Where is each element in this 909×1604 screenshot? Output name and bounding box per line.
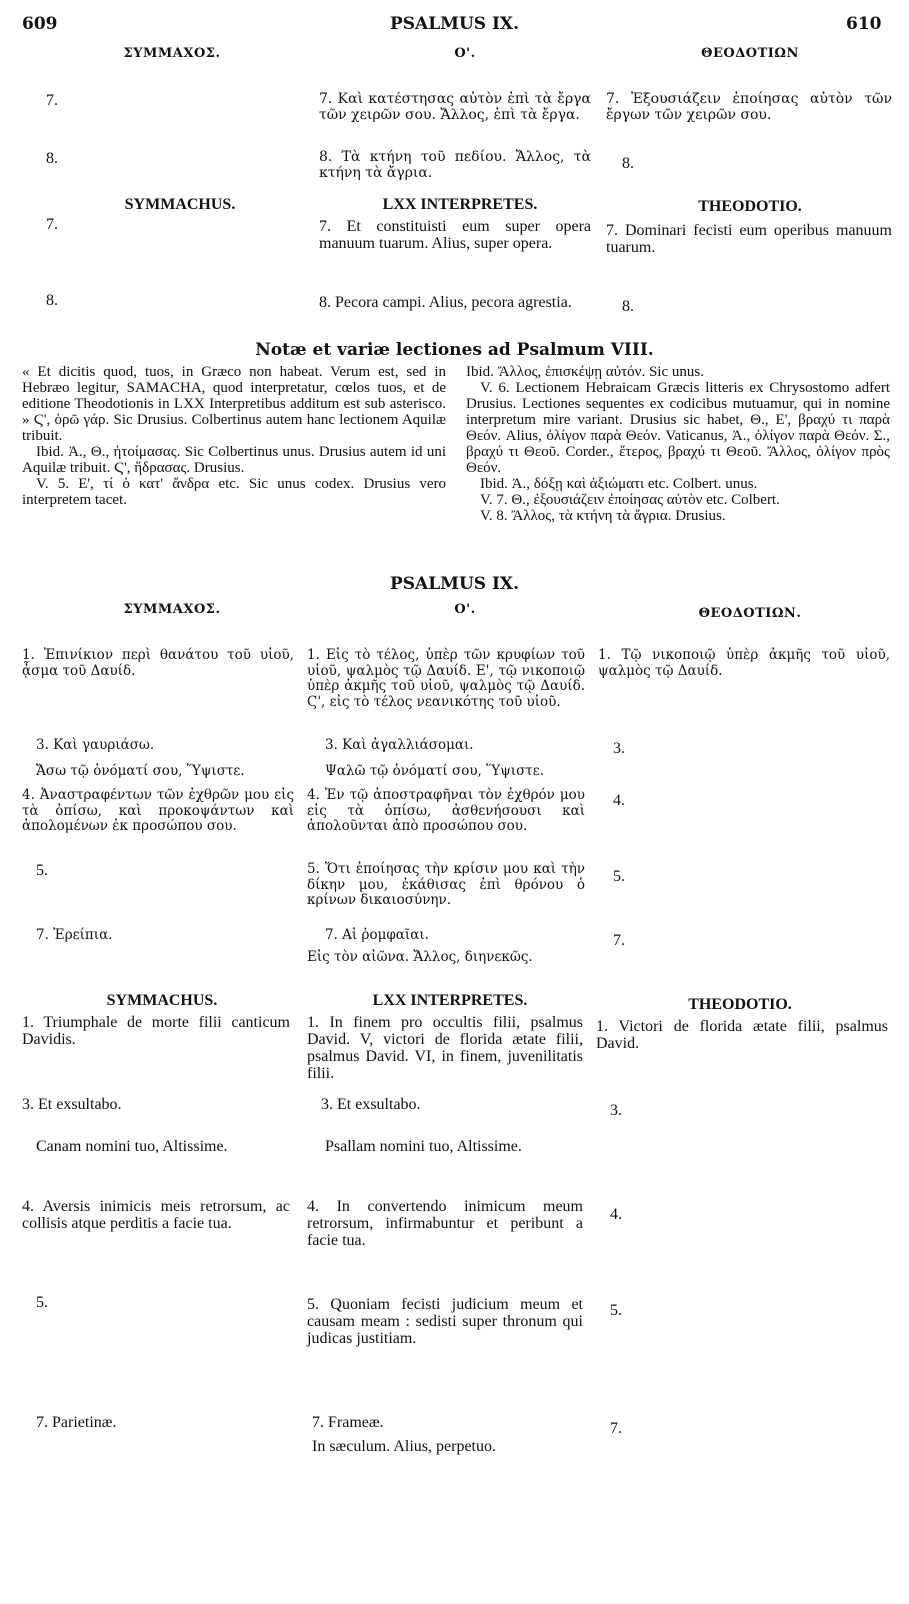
running-title: PSALMUS IX. bbox=[389, 14, 520, 34]
col-head-theodotion-greek: ΘΕΟΔΟΤΙΩΝ. bbox=[698, 606, 802, 621]
verse-number: 7. bbox=[46, 216, 58, 233]
note-paragraph: Ibid. Ἀ., δόξῃ καὶ ἀξιώματι etc. Colbert. unus. bbox=[480, 476, 758, 492]
theodotion-verse-1-greek: 1. Τῷ νικοποιῷ ὑπὲρ ἀκμῆς τοῦ υἱοῦ, ψαλμὸς τῷ Δαυίδ. bbox=[598, 647, 890, 679]
lxx-verse-7b-greek: Εἰς τὸν αἰῶνα. Ἄλλος, διηνεκῶς. bbox=[307, 949, 533, 965]
col-head-symmachus-greek: ΣΥΜΜΑΧΟΣ. bbox=[123, 46, 221, 61]
symmachus-verse-4-greek: 4. Ἀναστραφέντων τῶν ἐχθρῶν μου εἰς τὰ ὀπίσω, καὶ προκοψάντων καὶ ἀπολομένων ἐκ προσώπου σου. bbox=[22, 787, 294, 834]
symmachus-verse-1-greek: 1. Ἐπινίκιον περὶ θανάτου τοῦ υἱοῦ, ᾆσμα τοῦ Δαυίδ. bbox=[22, 647, 294, 679]
col-head-symmachus-latin: SYMMACHUS. bbox=[124, 196, 236, 213]
lxx-verse-8-latin: 8. Pecora campi. Alius, pecora agrestia. bbox=[319, 294, 572, 311]
col-head-lxx-greek: Ο'. bbox=[454, 46, 476, 61]
symmachus-verse-3-greek: 3. Καὶ γαυριάσω. bbox=[36, 737, 155, 753]
symmachus-verse-4-latin: 4. Aversis inimicis meis retrorsum, ac collisis atque perditis a facie tua. bbox=[22, 1198, 290, 1232]
verse-number: 5. bbox=[613, 868, 625, 885]
col-head-theodotion-greek: ΘΕΟΔΟΤΙΩΝ bbox=[701, 46, 799, 61]
note-paragraph: V. 8. Ἄλλος, τὰ κτήνη τὰ ἄγρια. Drusius. bbox=[480, 508, 726, 524]
lxx-verse-7b-latin: In sæculum. Alius, perpetuo. bbox=[312, 1438, 496, 1455]
symmachus-verse-7-greek: 7. Ἐρείπια. bbox=[36, 927, 113, 943]
col-head-theodotion-latin: THEODOTIO. bbox=[688, 996, 792, 1013]
lxx-verse-4-greek: 4. Ἐν τῷ ἀποστραφῆναι τὸν ἐχθρόν μου εἰς τὰ ὀπίσω, ἀσθενήσουσι καὶ ἀπολοῦνται ἀπὸ προσώπου σου. bbox=[307, 787, 585, 834]
lxx-verse-5-latin: 5. Quoniam fecisti judicium meum et causam meam : sedisti super thronum qui judicas justitiam. bbox=[307, 1296, 583, 1347]
theodotion-verse-7-greek: 7. Ἐξουσιάζειν ἐποίησας αὐτὸν τῶν ἔργων τῶν χειρῶν σου. bbox=[606, 91, 892, 123]
symmachus-verse-3b-greek: Ἄσω τῷ ὀνόματί σου, Ὕψιστε. bbox=[36, 763, 245, 779]
lxx-verse-3-latin: 3. Et exsultabo. bbox=[321, 1096, 421, 1113]
lxx-verse-1-greek: 1. Εἰς τὸ τέλος, ὑπὲρ τῶν κρυφίων τοῦ υἱοῦ, ψαλμὸς τῷ Δαυίδ. Ε', τῷ νικοποιῷ ὑπὲρ ἀκμῆς τοῦ υἱοῦ, ψαλμὸς τῷ Δαυίδ. Ϛ', εἰς τὸ τέλος νεανικότης τοῦ υἱοῦ. bbox=[307, 647, 585, 710]
verse-number: 5. bbox=[36, 1294, 48, 1311]
col-head-symmachus-greek: ΣΥΜΜΑΧΟΣ. bbox=[123, 602, 221, 617]
lxx-verse-7-greek: 7. Καὶ κατέστησας αὐτὸν ἐπὶ τὰ ἔργα τῶν χειρῶν σου. Ἄλλος, ἐπὶ τὰ ἔργα. bbox=[319, 91, 591, 123]
note-paragraph: « Et dicitis quod, tuos, in Græco non habeat. Verum est, sed in Hebræo legitur, SAMACHA, quod interpretatur, cœlos tuos, et de editione Theodotionis in LXX Interpretibus additum est sub asterisco. » Ϛ', ὁρῶ γάρ. Sic Drusius. Colbertinus autem hanc lectionem Aquilæ tribuit. bbox=[22, 364, 446, 444]
lxx-verse-3b-greek: Ψαλῶ τῷ ὀνόματί σου, Ὕψιστε. bbox=[325, 763, 545, 779]
note-paragraph: Ibid. Ἄλλος, ἐπισκέψῃ αὐτόν. Sic unus. bbox=[466, 364, 704, 380]
lxx-verse-7-latin: 7. Frameæ. bbox=[312, 1414, 384, 1431]
verse-number: 8. bbox=[46, 292, 58, 309]
note-paragraph: Ibid. Ἀ., Θ., ἡτοίμασας. Sic Colbertinus unus. Drusius autem id uni Aquilæ tribuit. Ϛ', ἥδρασας. Drusius. bbox=[22, 444, 446, 476]
verse-number: 4. bbox=[610, 1206, 622, 1223]
verse-number: 7. bbox=[610, 1420, 622, 1437]
verse-number: 8. bbox=[46, 150, 58, 167]
symmachus-verse-7-latin: 7. Parietinæ. bbox=[36, 1414, 117, 1431]
lxx-verse-3b-latin: Psallam nomini tuo, Altissime. bbox=[325, 1138, 522, 1155]
lxx-verse-7-greek: 7. Αἱ ῥομφαῖαι. bbox=[325, 927, 429, 943]
theodotion-verse-7-latin: 7. Dominari fecisti eum operibus manuum tuarum. bbox=[606, 222, 892, 256]
col-head-symmachus-latin: SYMMACHUS. bbox=[106, 992, 218, 1009]
note-paragraph: V. 6. Lectionem Hebraicam Græcis litteris ex Chrysostomo adfert Drusius. Lectiones sequentes ex codicibus mutuamur, qui in nomine interpretum mire variant. Drusius sic habet, Θ., Ε', βραχύ τι παρὰ Θεόν. Alius, ὀλίγον παρὰ Θεόν. Vaticanus, Ἀ., ὀλίγον παρὰ Θεόν. Σ., βραχύ τι Θεοῦ. Corder., ἕτερος, βραχύ τι Θεοῦ. Ἄλλος, ὀλίγον πρὸς Θεόν. bbox=[466, 380, 890, 476]
col-head-lxx-latin: LXX INTERPRETES. bbox=[372, 992, 528, 1009]
verse-number: 7. bbox=[46, 92, 58, 109]
col-head-lxx-latin: LXX INTERPRETES. bbox=[382, 196, 538, 213]
symmachus-verse-3-latin: 3. Et exsultabo. bbox=[22, 1096, 122, 1113]
right-page-number: 610 bbox=[846, 14, 882, 34]
verse-number: 5. bbox=[610, 1302, 622, 1319]
col-head-theodotion-latin: THEODOTIO. bbox=[698, 198, 802, 215]
notes-title: Notæ et variæ lectiones ad Psalmum VIII. bbox=[255, 340, 654, 360]
col-head-lxx-greek: Ο'. bbox=[454, 602, 476, 617]
verse-number: 8. bbox=[622, 155, 634, 172]
note-paragraph: V. 7. Θ., ἐξουσιάζειν ἐποίησας αὐτὸν etc. Colbert. bbox=[480, 492, 780, 508]
theodotion-verse-1-latin: 1. Victori de florida ætate filii, psalmus David. bbox=[596, 1018, 888, 1052]
note-paragraph: V. 5. Ε', τί ὁ κατ' ἄνδρα etc. Sic unus codex. Drusius vero interpretem tacet. bbox=[22, 476, 446, 508]
lxx-verse-5-greek: 5. Ὅτι ἐποίησας τὴν κρίσιν μου καὶ τὴν δίκην μου, ἐκάθισας ἐπὶ θρόνου ὁ κρίνων δικαιοσύνην. bbox=[307, 861, 585, 908]
notes-left-column bbox=[22, 364, 446, 508]
lxx-verse-4-latin: 4. In convertendo inimicum meum retrorsum, infirmabuntur et peribunt a facie tua. bbox=[307, 1198, 583, 1249]
symmachus-verse-1-latin: 1. Triumphale de morte filii canticum Davidis. bbox=[22, 1014, 290, 1048]
verse-number: 4. bbox=[613, 792, 625, 809]
notes-right-column bbox=[466, 364, 890, 524]
verse-number: 8. bbox=[622, 298, 634, 315]
lxx-verse-1-latin: 1. In finem pro occultis filii, psalmus David. V, victori de florida ætate filii, psalmus David. VI, in finem, juvenilitatis filii. bbox=[307, 1014, 583, 1082]
verse-number: 5. bbox=[36, 862, 48, 879]
verse-number: 3. bbox=[613, 740, 625, 757]
verse-number: 7. bbox=[613, 932, 625, 949]
lxx-verse-7-latin: 7. Et constituisti eum super opera manuum tuarum. Alius, super opera. bbox=[319, 218, 591, 252]
symmachus-verse-3b-latin: Canam nomini tuo, Altissime. bbox=[36, 1138, 228, 1155]
left-page-number: 609 bbox=[22, 14, 58, 34]
lxx-verse-3-greek: 3. Καὶ ἀγαλλιάσομαι. bbox=[325, 737, 474, 753]
psalm-title: PSALMUS IX. bbox=[389, 574, 520, 594]
lxx-verse-8-greek: 8. Τὰ κτήνη τοῦ πεδίου. Ἄλλος, τὰ κτήνη τὰ ἄγρια. bbox=[319, 149, 591, 181]
verse-number: 3. bbox=[610, 1102, 622, 1119]
